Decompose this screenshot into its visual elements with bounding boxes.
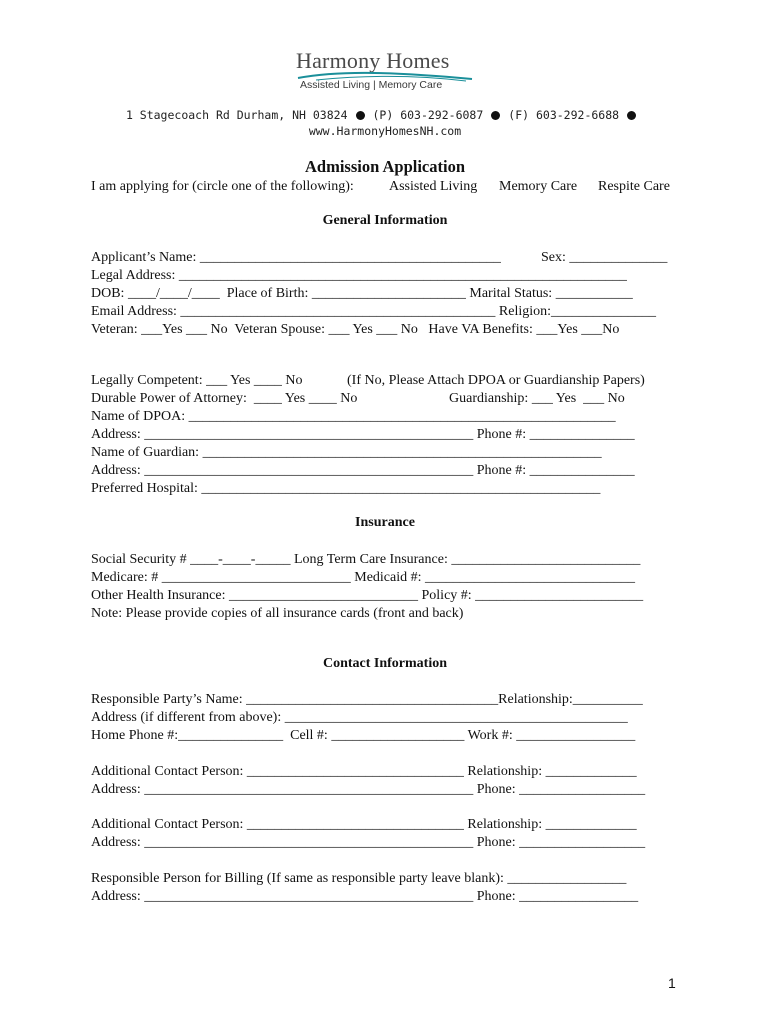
preferred-hospital-field[interactable]: Preferred Hospital: _________________________________________________________ bbox=[91, 481, 601, 496]
additional-contact-2-address-field[interactable]: Address: _______________________________________________ Phone: __________________ bbox=[91, 835, 646, 850]
sex-field[interactable]: Sex: ______________ bbox=[541, 250, 668, 265]
responsible-party-field[interactable]: Responsible Party’s Name: ____________________________________Relationship:__________ bbox=[91, 692, 643, 707]
page-title: Admission Application bbox=[304, 157, 465, 176]
durable-poa-field[interactable]: Durable Power of Attorney: ____ Yes ____ No bbox=[91, 391, 358, 406]
contact-line bbox=[0, 108, 770, 122]
logo-tagline: Assisted Living | Memory Care bbox=[300, 79, 443, 91]
billing-address-field[interactable]: Address: _______________________________________________ Phone: _________________ bbox=[91, 889, 639, 904]
option-respite-care[interactable]: Respite Care bbox=[598, 179, 670, 194]
additional-contact-1-field[interactable]: Additional Contact Person: _______________________________ Relationship: _____________ bbox=[91, 764, 637, 779]
applying-prompt: I am applying for (circle one of the following): bbox=[91, 179, 354, 194]
phone-numbers-field[interactable]: Home Phone #:_______________ Cell #: ___________________ Work #: _________________ bbox=[91, 728, 636, 743]
guardianship-field[interactable]: Guardianship: ___ Yes ___ No bbox=[449, 391, 625, 406]
page-number: 1 bbox=[668, 975, 676, 991]
section-general-information: General Information bbox=[322, 213, 448, 228]
dpoa-name-field[interactable]: Name of DPOA: _____________________________________________________________ bbox=[91, 409, 616, 424]
legal-address-field[interactable]: Legal Address: ________________________________________________________________ bbox=[91, 268, 627, 283]
dpoa-address-field[interactable]: Address: _______________________________________________ Phone #: _______________ bbox=[91, 427, 635, 442]
bullet-icon bbox=[627, 111, 636, 120]
dpoa-note: (If No, Please Attach DPOA or Guardianship Papers) bbox=[347, 373, 645, 388]
section-insurance: Insurance bbox=[355, 515, 415, 530]
option-memory-care[interactable]: Memory Care bbox=[499, 179, 578, 194]
logo-name: Harmony Homes bbox=[296, 48, 450, 73]
guardian-address-field[interactable]: Address: _______________________________________________ Phone #: _______________ bbox=[91, 463, 635, 478]
legally-competent-field[interactable]: Legally Competent: ___ Yes ____ No bbox=[91, 373, 303, 388]
ssn-ltc-field[interactable]: Social Security # ____-____-_____ Long Term Care Insurance: ___________________________ bbox=[91, 552, 641, 567]
dob-birthplace-marital-field[interactable]: DOB: ____/____/____ Place of Birth: ______________________ Marital Status: ___________ bbox=[91, 286, 633, 301]
guardian-name-field[interactable]: Name of Guardian: _________________________________________________________ bbox=[91, 445, 602, 460]
other-insurance-field[interactable]: Other Health Insurance: ___________________________ Policy #: ________________________ bbox=[91, 588, 644, 603]
veteran-field[interactable]: Veteran: ___Yes ___ No Veteran Spouse: ___ Yes ___ No Have VA Benefits: ___Yes ___No bbox=[91, 322, 620, 337]
email-religion-field[interactable]: Email Address: _____________________________________________ Religion:_______________ bbox=[91, 304, 657, 319]
additional-contact-2-field[interactable]: Additional Contact Person: _______________________________ Relationship: _____________ bbox=[91, 817, 637, 832]
fax-number: (F) 603-292-6688 bbox=[508, 108, 620, 122]
option-assisted-living[interactable]: Assisted Living bbox=[389, 179, 478, 194]
applicant-name-field[interactable]: Applicant’s Name: ___________________________________________ bbox=[91, 250, 501, 265]
street-address: 1 Stagecoach Rd Durham, NH 03824 bbox=[125, 108, 348, 122]
harmony-homes-logo bbox=[296, 48, 476, 96]
section-contact-information: Contact Information bbox=[322, 656, 448, 671]
bullet-icon bbox=[356, 111, 365, 120]
insurance-note: Note: Please provide copies of all insurance cards (front and back) bbox=[91, 606, 464, 621]
additional-contact-1-address-field[interactable]: Address: _______________________________________________ Phone: __________________ bbox=[91, 782, 646, 797]
responsible-address-field[interactable]: Address (if different from above): _________________________________________________ bbox=[91, 710, 628, 725]
phone-number: (P) 603-292-6087 bbox=[372, 108, 484, 122]
bullet-icon bbox=[491, 111, 500, 120]
website: www.HarmonyHomesNH.com bbox=[308, 124, 462, 138]
medicare-medicaid-field[interactable]: Medicare: # ___________________________ Medicaid #: ______________________________ bbox=[91, 570, 636, 585]
billing-person-field[interactable]: Responsible Person for Billing (If same as responsible party leave blank): _________________ bbox=[91, 871, 627, 886]
